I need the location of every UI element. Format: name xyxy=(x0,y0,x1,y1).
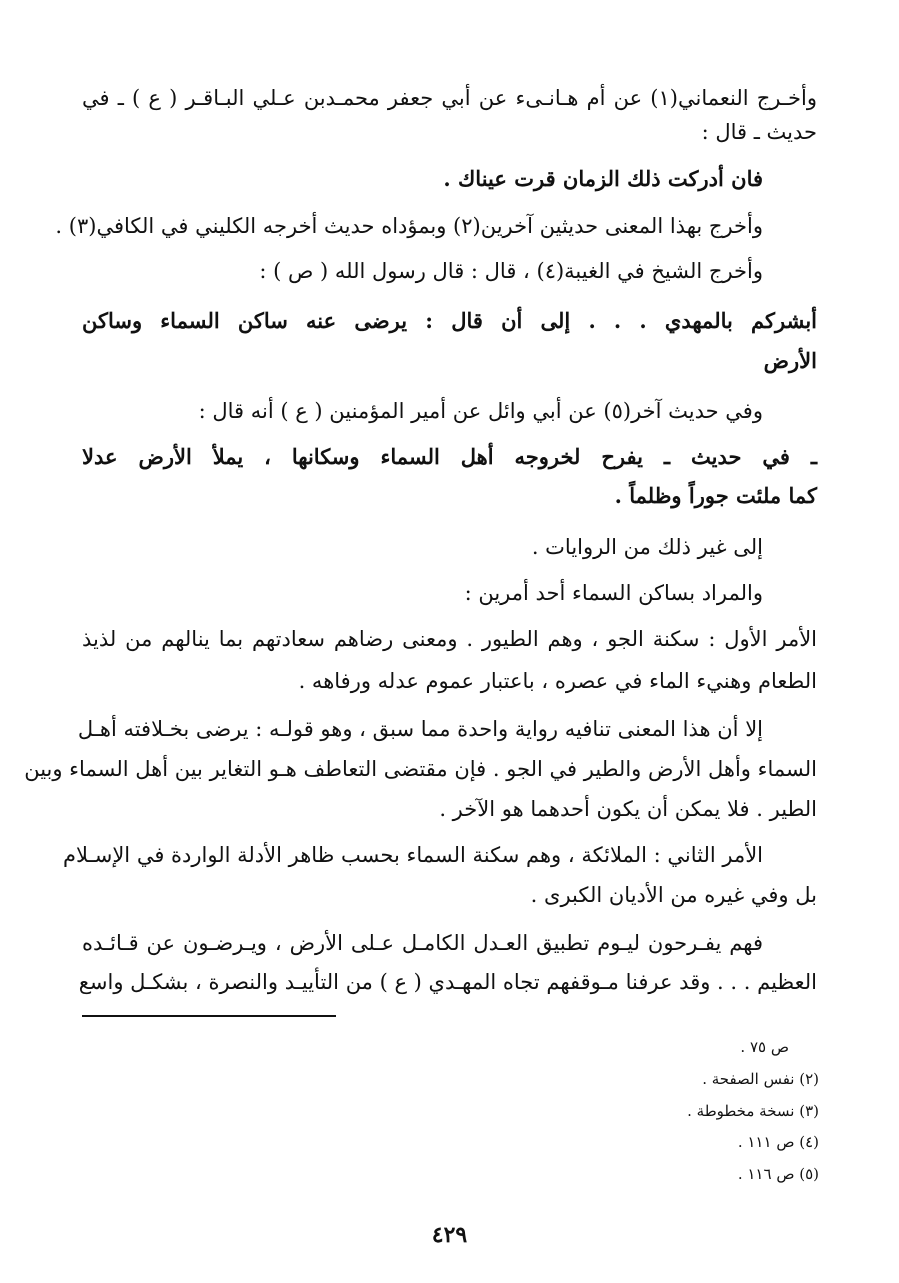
text-line: والمراد بساكن السماء أحد أمرين : xyxy=(464,581,763,605)
text-line: وفي حديث آخر(٥) عن أبي وائل عن أمير المؤمنين ( ع ) أنه قال : xyxy=(198,399,763,423)
quote-line: فان أدركت ذلك الزمان قرت عيناك . xyxy=(443,166,763,191)
quote-line: أبشركم بالمهدي . . . إلى أن قال : يرضى عنه ساكن السماء وساكن xyxy=(82,308,817,333)
quote-line: الأرض xyxy=(763,348,817,373)
text-line: العظيم . . . وقد عرفنا مـوقفهم تجاه المهـدي ( ع ) من التأييـد والنصرة ، بشكـل واسع xyxy=(78,970,817,994)
footnote: (٢) نفس الصفحة . xyxy=(702,1070,819,1088)
text-line: السماء وأهل الأرض والطير في الجو . فإن مقتضى التعاطف هـو التغاير بين أهل السماء وبين xyxy=(24,757,817,781)
footnote-divider xyxy=(82,1015,336,1017)
text-line: الأمر الثاني : الملائكة ، وهم سكنة السماء بحسب ظاهر الأدلة الواردة في الإسـلام xyxy=(63,843,763,867)
footnote: (٤) ص ١١١ . xyxy=(737,1133,819,1151)
page-number: ٤٢٩ xyxy=(431,1222,468,1248)
footnote: (٥) ص ١١٦ . xyxy=(737,1165,819,1183)
text-line: وأخرج الشيخ في الغيبة(٤) ، قال : قال رسول الله ( ص ) : xyxy=(259,259,763,283)
text-line: الأمر الأول : سكنة الجو ، وهم الطيور . ومعنى رضاهم سعادتهم بما ينالهم من لذيذ xyxy=(82,627,817,651)
text-line: إلى غير ذلك من الروايات . xyxy=(531,535,763,559)
text-line: بل وفي غيره من الأديان الكبرى . xyxy=(530,883,817,907)
quote-line: ـ في حديث ـ يفرح لخروجه أهل السماء وسكانها ، يملأ الأرض عدلا xyxy=(82,444,817,469)
quote-line: كما ملئت جوراً وظلماً . xyxy=(614,483,817,508)
text-line: حديث ـ قال : xyxy=(701,120,817,144)
text-line: وأخرج بهذا المعنى حديثين آخرين(٢) وبمؤداه حديث أخرجه الكليني في الكافي(٣) . xyxy=(55,214,763,238)
text-line: وأخـرج النعماني(١) عن أم هـانـىء عن أبي جعفر محمـدبن عـلي البـاقـر ( ع ) ـ في xyxy=(82,86,817,110)
text-line: فهم يفـرحون ليـوم تطبيق العـدل الكامـل عـلى الأرض ، ويـرضـون عن قـائـده xyxy=(82,931,763,955)
text-line: الطعام وهنيء الماء في عصره ، باعتبار عموم عدله ورفاهه . xyxy=(298,669,817,693)
text-line: الطير . فلا يمكن أن يكون أحدهما هو الآخر . xyxy=(439,797,817,821)
footnote: (٣) نسخة مخطوطة . xyxy=(687,1102,819,1120)
text-line: إلا أن هذا المعنى تنافيه رواية واحدة مما سبق ، وهو قولـه : يرضى بخـلافته أهـل xyxy=(77,717,763,741)
footnote: ص ٧٥ . xyxy=(740,1038,789,1056)
